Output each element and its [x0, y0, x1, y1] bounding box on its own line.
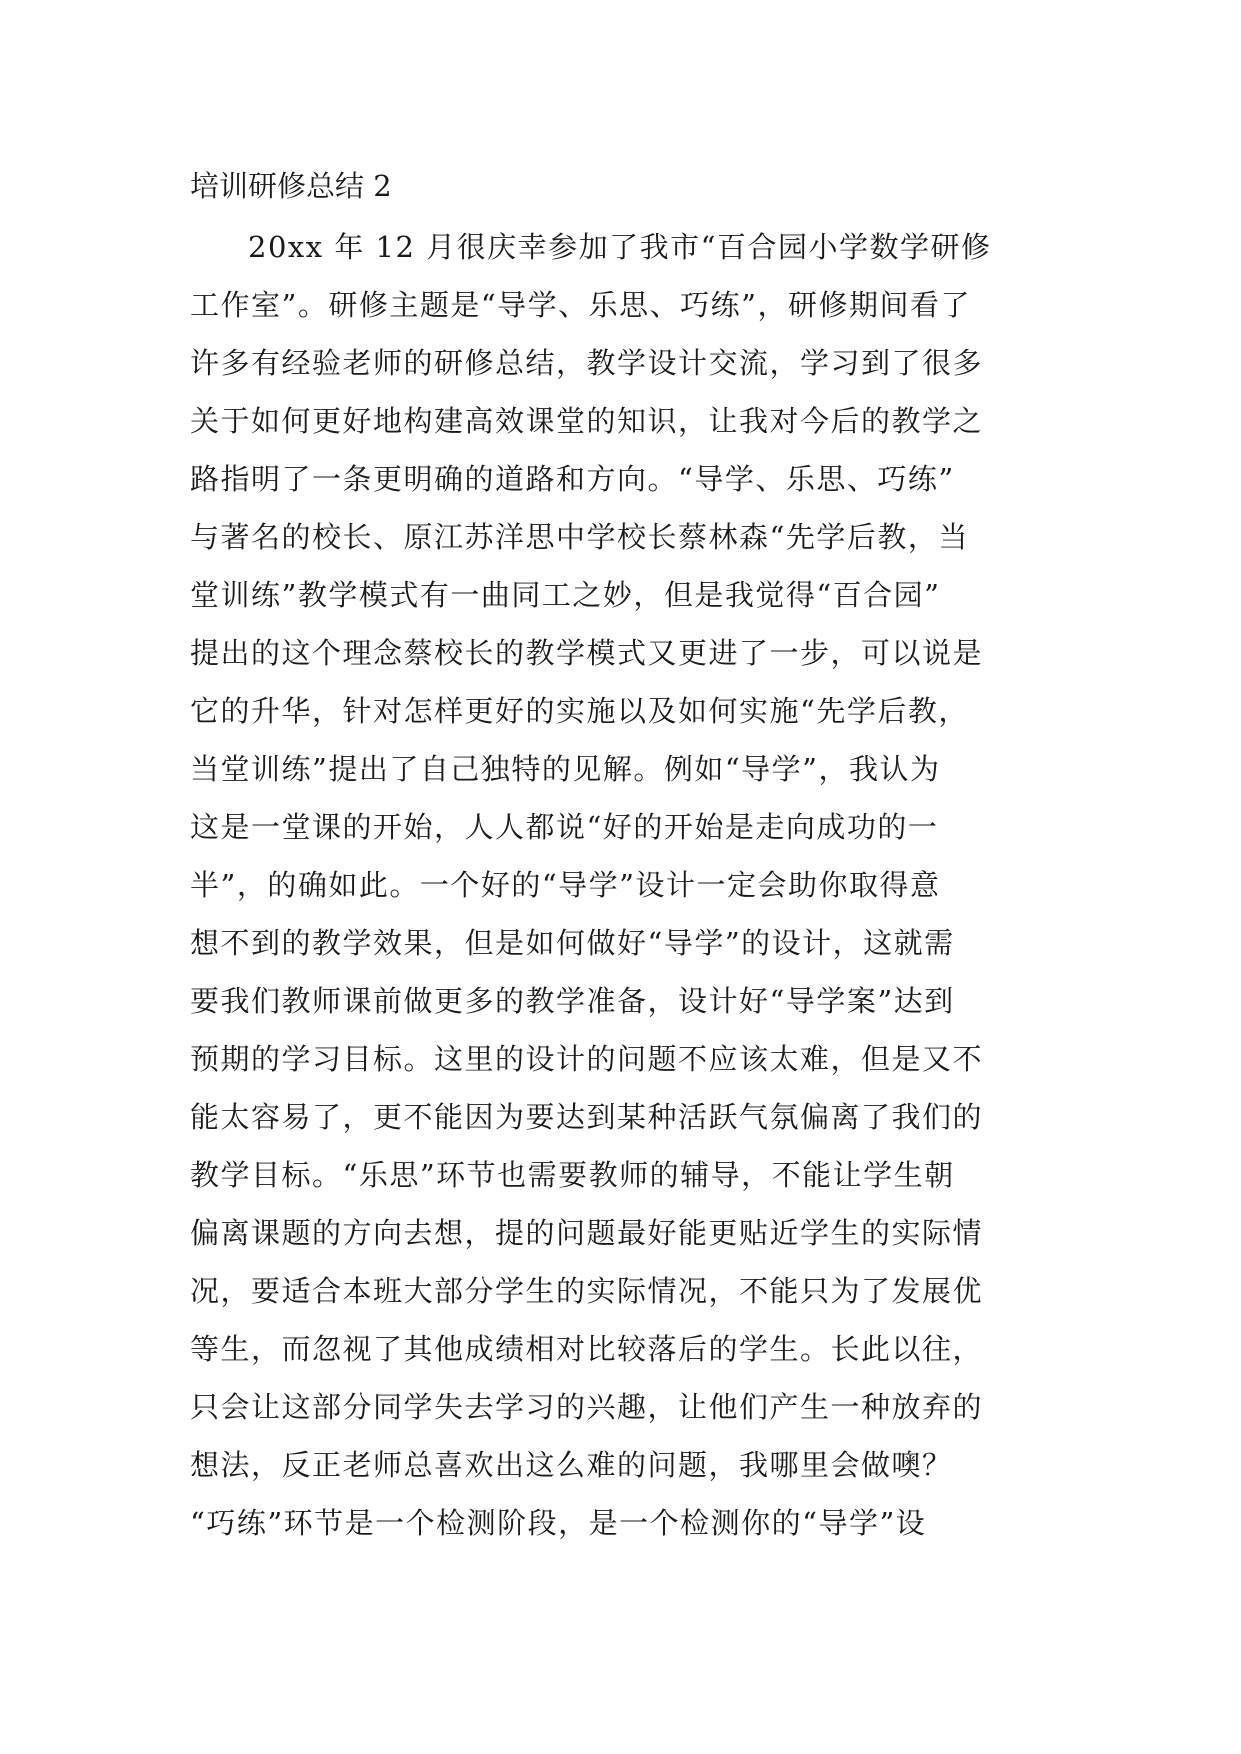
document-title: 培训研修总结 2: [190, 169, 392, 203]
paragraph-line: 路指明了一条更明确的道路和方向。“导学、乐思、巧练”: [190, 462, 955, 496]
paragraph-line: 预期的学习目标。这里的设计的问题不应该太难，但是又不: [190, 1042, 984, 1076]
paragraph-line: 许多有经验老师的研修总结，教学设计交流，学习到了很多: [190, 346, 984, 380]
paragraph-line: 这是一堂课的开始，人人都说“好的开始是走向成功的一: [190, 810, 939, 844]
paragraph-line: 工作室”。研修主题是“导学、乐思、巧练”，研修期间看了: [190, 288, 971, 322]
paragraph-line: 关于如何更好地构建高效课堂的知识，让我对今后的教学之: [190, 404, 984, 438]
paragraph-line: 当堂训练”提出了自己独特的见解。例如“导学”，我认为: [190, 752, 941, 786]
paragraph-line: 能太容易了，更不能因为要达到某种活跃气氛偏离了我们的: [190, 1100, 984, 1134]
paragraph-line: 想法，反正老师总喜欢出这么难的问题，我哪里会做噢？: [190, 1448, 953, 1482]
paragraph-line: 想不到的教学效果，但是如何做好“导学”的设计，这就需: [190, 926, 955, 960]
paragraph-line: 要我们教师课前做更多的教学准备，设计好“导学案”达到: [190, 984, 955, 1018]
paragraph-line: 它的升华，针对怎样更好的实施以及如何实施“先学后教，: [190, 694, 969, 728]
paragraph-line: 堂训练”教学模式有一曲同工之妙，但是我觉得“百合园”: [190, 578, 941, 612]
document-body: [190, 218, 1070, 1552]
paragraph-line: 只会让这部分同学失去学习的兴趣，让他们产生一种放弃的: [190, 1390, 984, 1424]
paragraph-line: 况，要适合本班大部分学生的实际情况，不能只为了发展优: [190, 1274, 984, 1308]
paragraph-line: 半”，的确如此。一个好的“导学”设计一定会助你取得意: [190, 868, 941, 902]
paragraph-line: 与著名的校长、原江苏洋思中学校长蔡林森“先学后教，当: [190, 520, 969, 554]
paragraph-line: 20xx 年 12 月很庆幸参加了我市“百合园小学数学研修: [248, 230, 992, 264]
paragraph-line: 偏离课题的方向去想，提的问题最好能更贴近学生的实际情: [190, 1216, 984, 1250]
paragraph-line: “巧练”环节是一个检测阶段，是一个检测你的“导学”设: [190, 1506, 927, 1540]
paragraph-line: 等生，而忽视了其他成绩相对比较落后的学生。长此以往，: [190, 1332, 984, 1366]
paragraph-line: 教学目标。“乐思”环节也需要教师的辅导，不能让学生朝: [190, 1158, 955, 1192]
paragraph-line: 提出的这个理念蔡校长的教学模式又更进了一步，可以说是: [190, 636, 984, 670]
